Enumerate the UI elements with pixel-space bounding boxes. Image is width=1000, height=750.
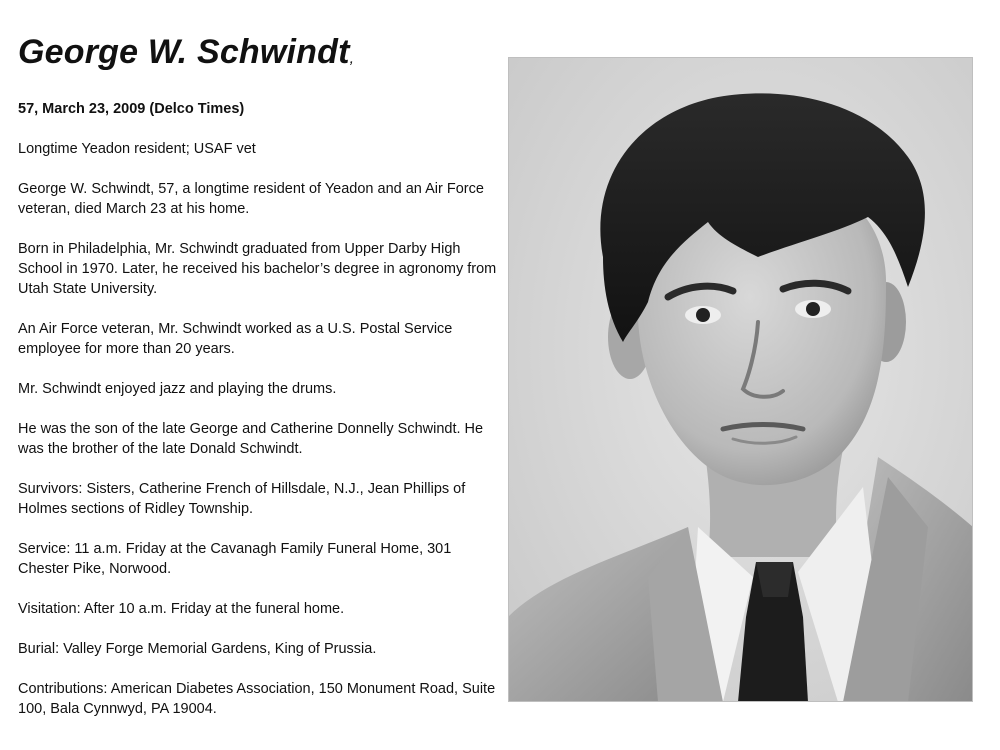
paragraph-death-notice: George W. Schwindt, 57, a longtime resident of Yeadon and an Air Force veteran, died March 23 at his home. (18, 181, 484, 217)
paragraph-service: Service: 11 a.m. Friday at the Cavanagh Family Funeral Home, 301 Chester Pike, Norwood. (18, 541, 452, 577)
pupil-right (806, 302, 820, 316)
paragraph-survivors: Survivors: Sisters, Catherine French of Hillsdale, N.J., Jean Phillips of Holmes sections of Ridley Township. (18, 481, 466, 517)
paragraph-career: An Air Force veteran, Mr. Schwindt worked as a U.S. Postal Service employee for more than 20 years. (18, 321, 453, 357)
obituary-text (18, 28, 498, 719)
paragraph-hobbies: Mr. Schwindt enjoyed jazz and playing the drums. (18, 381, 337, 397)
portrait-illustration (508, 57, 973, 702)
page-title (18, 28, 498, 83)
title-punctuation: , (349, 50, 355, 67)
pupil-left (696, 308, 710, 322)
paragraph-visitation: Visitation: After 10 a.m. Friday at the funeral home. (18, 601, 345, 617)
dateline: 57, March 23, 2009 (Delco Times) (18, 101, 245, 117)
paragraph-family: He was the son of the late George and Catherine Donnelly Schwindt. He was the brother of the late Donald Schwindt. (18, 421, 484, 457)
paragraph-burial: Burial: Valley Forge Memorial Gardens, King of Prussia. (18, 641, 377, 657)
portrait-photo (508, 57, 973, 702)
deceased-name: George W. Schwindt (18, 33, 350, 71)
subheadline: Longtime Yeadon resident; USAF vet (18, 141, 256, 157)
paragraph-contributions: Contributions: American Diabetes Association, 150 Monument Road, Suite 100, Bala Cynnwyd, PA 19004. (18, 681, 496, 717)
paragraph-education: Born in Philadelphia, Mr. Schwindt graduated from Upper Darby High School in 1970. Later, he received his bachelor’s degree in agronomy from Utah State University. (18, 241, 497, 297)
